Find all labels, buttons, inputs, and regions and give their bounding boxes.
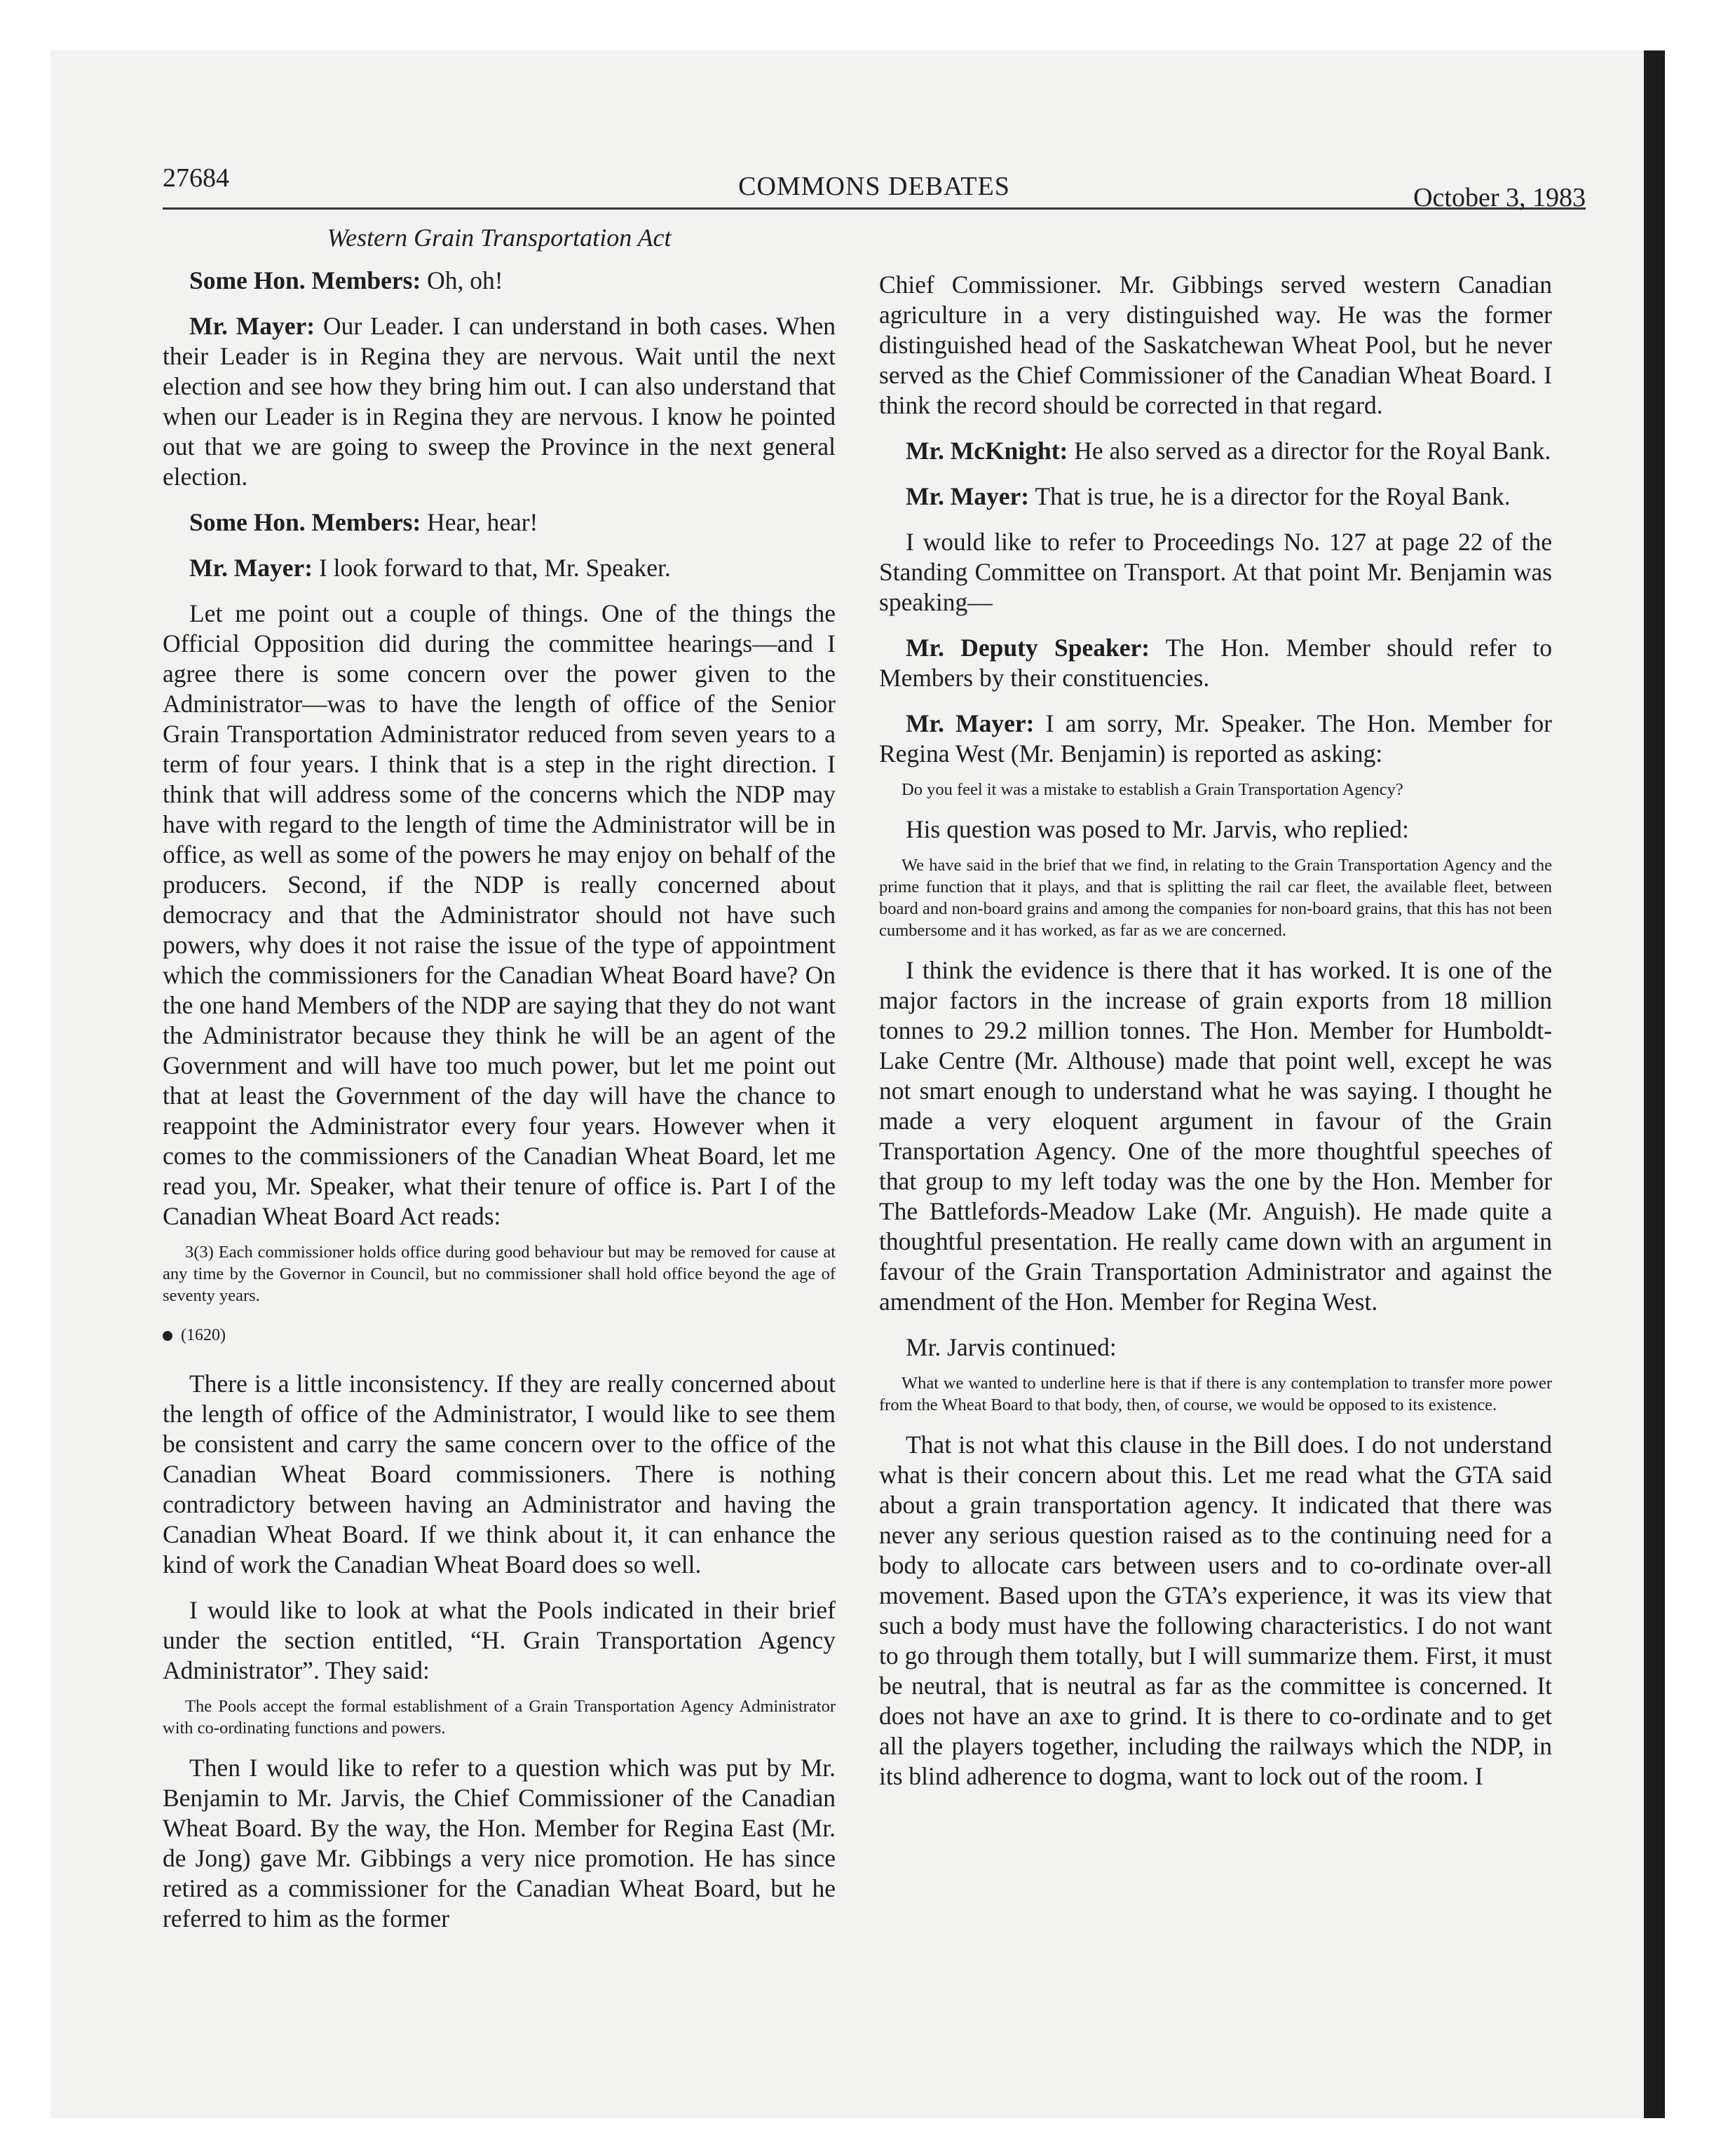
paragraph: Let me point out a couple of things. One of the things the Official Opposition did during the committee hearings—and I agree there is some concern over the power given to the Administrator—was to have the length of office of the Senior Grain Transportation Administrator reduced from seven years to a term of four years. I think that is a step in the right direction. I think that will address some of the concerns which the NDP may have with regard to the length of time the Administrator will be in office, as well as some of the powers he may enjoy on behalf of the producers. Second, if the NDP is really concerned about democracy and that the Administrator should not have such powers, why does it not raise the issue of the type of appointment which the commissioners for the Canadian Wheat Board have? On the one hand Members of the NDP are saying that they do not want the Administrator because they think he will be an agent of the Government and will have too much power, but let me point out that at least the Government of the day will have the chance to reappoint the Administrator every four years. However when it comes to the commissioners of the Canadian Wheat Board, let me read you, Mr. Speaker, what their tenure of office is. Part I of the Canadian Wheat Board Act reads: [163, 599, 836, 1230]
block-quote: Do you feel it was a mistake to establish a Grain Transportation Agency? [901, 780, 1403, 799]
time-marker [163, 1321, 836, 1351]
speech-text: Hear, hear! [421, 508, 538, 536]
issue-date: October 3, 1983 [1413, 183, 1586, 212]
paragraph: I would like to look at what the Pools indicated in their brief under the section entitled, “H. Grain Transportation Agency Administrator”. They said: [163, 1596, 836, 1684]
left-column [163, 223, 836, 1949]
paragraph [879, 633, 1552, 693]
block-quote: We have said in the brief that we find, in relating to the Grain Transportation Agency and the prime function that it plays, and that is splitting the rail car fleet, the available fleet, between board and non-board grains and among the companies for non-board grains, that this has not been cumbersome and it has worked, as far as we are concerned. [879, 856, 1552, 940]
right-column [879, 270, 1552, 1807]
speaker-name: Mr. Mayer: [906, 709, 1035, 737]
paragraph: That is not what this clause in the Bill does. I do not understand what is their concern about this. Let me read what the GTA said about a grain transportation agency. It indicated that there was never any serious question raised as to the continuing need for a body to allocate cars between users and to co-ordinate over-all movement. Based upon the GTA’s experience, it was its view that such a body must have the following characteristics. I do not want to go through them totally, but I will summarize them. First, it must be neutral, that is neutral as far as the committee is concerned. It does not have an axe to grind. It is there to co-ordinate and to get all the players together, including the railways which the NDP, in its blind adherence to dogma, want to lock out of the room. I [879, 1431, 1552, 1790]
paragraph: I would like to refer to Proceedings No. 127 at page 22 of the Standing Committee on Transport. At that point Mr. Benjamin was speaking— [879, 528, 1552, 616]
block-quote: What we wanted to underline here is that if there is any contemplation to transfer more power from the Wheat Board to that body, then, of course, we would be opposed to its existence. [879, 1374, 1552, 1414]
page-number: 27684 [163, 163, 229, 193]
paragraph: Chief Commissioner. Mr. Gibbings served western Canadian agriculture in a very distinguished way. He was the former distinguished head of the Saskatchewan Wheat Pool, but he never served as the Chief Commissioner of the Canadian Wheat Board. I think the record should be corrected in that regard. [879, 271, 1552, 419]
bullet-icon [163, 1331, 172, 1341]
speaker-name: Mr. Mayer: [189, 312, 315, 340]
paragraph: His question was posed to Mr. Jarvis, who replied: [906, 815, 1409, 843]
page-header [163, 163, 1586, 210]
running-title: Western Grain Transportation Act [327, 224, 672, 252]
scan-edge-shadow [1644, 50, 1665, 2118]
publication-title: COMMONS DEBATES [738, 172, 1010, 201]
speech-text: I am sorry, Mr. Speaker. The Hon. Member for Regina West (Mr. Benjamin) is reported as asking: [879, 709, 1552, 767]
paragraph [163, 311, 836, 492]
paragraph [163, 553, 836, 583]
speech-text: I look forward to that, Mr. Speaker. [313, 554, 671, 582]
paragraph [163, 266, 836, 296]
speech-text: That is true, he is a director for the Royal Bank. [1029, 482, 1511, 510]
paragraph [879, 482, 1552, 512]
speaker-name: Mr. McKnight: [906, 437, 1068, 465]
paragraph: Then I would like to refer to a question which was put by Mr. Benjamin to Mr. Jarvis, the Chief Commissioner of the Canadian Wheat Board. By the way, the Hon. Member for Regina East (Mr. de Jong) gave Mr. Gibbings a very nice promotion. He has since retired as a commissioner for the Canadian Wheat Board, but he referred to him as the former [163, 1754, 836, 1932]
speech-text: Oh, oh! [421, 266, 503, 294]
speaker-name: Mr. Mayer: [906, 482, 1030, 510]
speaker-name: Mr. Mayer: [189, 554, 313, 582]
speaker-name: Some Hon. Members: [189, 266, 421, 294]
speaker-name: Some Hon. Members: [189, 508, 421, 536]
speaker-name: Mr. Deputy Speaker: [906, 634, 1150, 662]
speech-text: Our Leader. I can understand in both cases. When their Leader is in Regina they are nervous. Wait until the next election and see how they bring him out. I can also understand that when our Leader is in Regina they are nervous. I know he pointed out that we are going to sweep the Province in the next general election. [163, 312, 836, 491]
paragraph [163, 507, 836, 538]
block-quote: 3(3) Each commissioner holds office during good behaviour but may be removed for cause at any time by the Governor in Council, but no commissioner shall hold office beyond the age of seventy years. [163, 1243, 836, 1305]
speech-text: He also served as a director for the Royal Bank. [1068, 437, 1551, 465]
paragraph [879, 436, 1552, 466]
paragraph: I think the evidence is there that it has worked. It is one of the major factors in the increase of grain exports from 18 million tonnes to 29.2 million tonnes. The Hon. Member for Humboldt-Lake Centre (Mr. Althouse) made that point well, except he was not smart enough to understand what he was saying. I thought he made a very eloquent argument in favour of the Grain Transportation Agency. One of the more thoughtful speeches of that group to my left today was the one by the Hon. Member for The Battlefords-Meadow Lake (Mr. Anguish). He made quite a thoughtful presentation. He really came down with an argument in favour of the Grain Transportation Administrator and against the amendment of the Hon. Member for Regina West. [879, 956, 1552, 1316]
paragraph: Mr. Jarvis continued: [906, 1333, 1117, 1361]
paragraph [879, 709, 1552, 769]
block-quote: The Pools accept the formal establishment of a Grain Transportation Agency Administrator with co-ordinating functions and powers. [163, 1697, 836, 1738]
time-marker-text: (1620) [181, 1326, 226, 1344]
paragraph: There is a little inconsistency. If they are really concerned about the length of office of the Administrator, I would like to see them be consistent and carry the same concern over to the office of the Canadian Wheat Board commissioners. There is nothing contradictory between having an Administrator and having the Canadian Wheat Board. If we think about it, it can enhance the kind of work the Canadian Wheat Board does so well. [163, 1370, 836, 1578]
speech-text: The Hon. Member should refer to Members by their constituencies. [879, 634, 1552, 692]
